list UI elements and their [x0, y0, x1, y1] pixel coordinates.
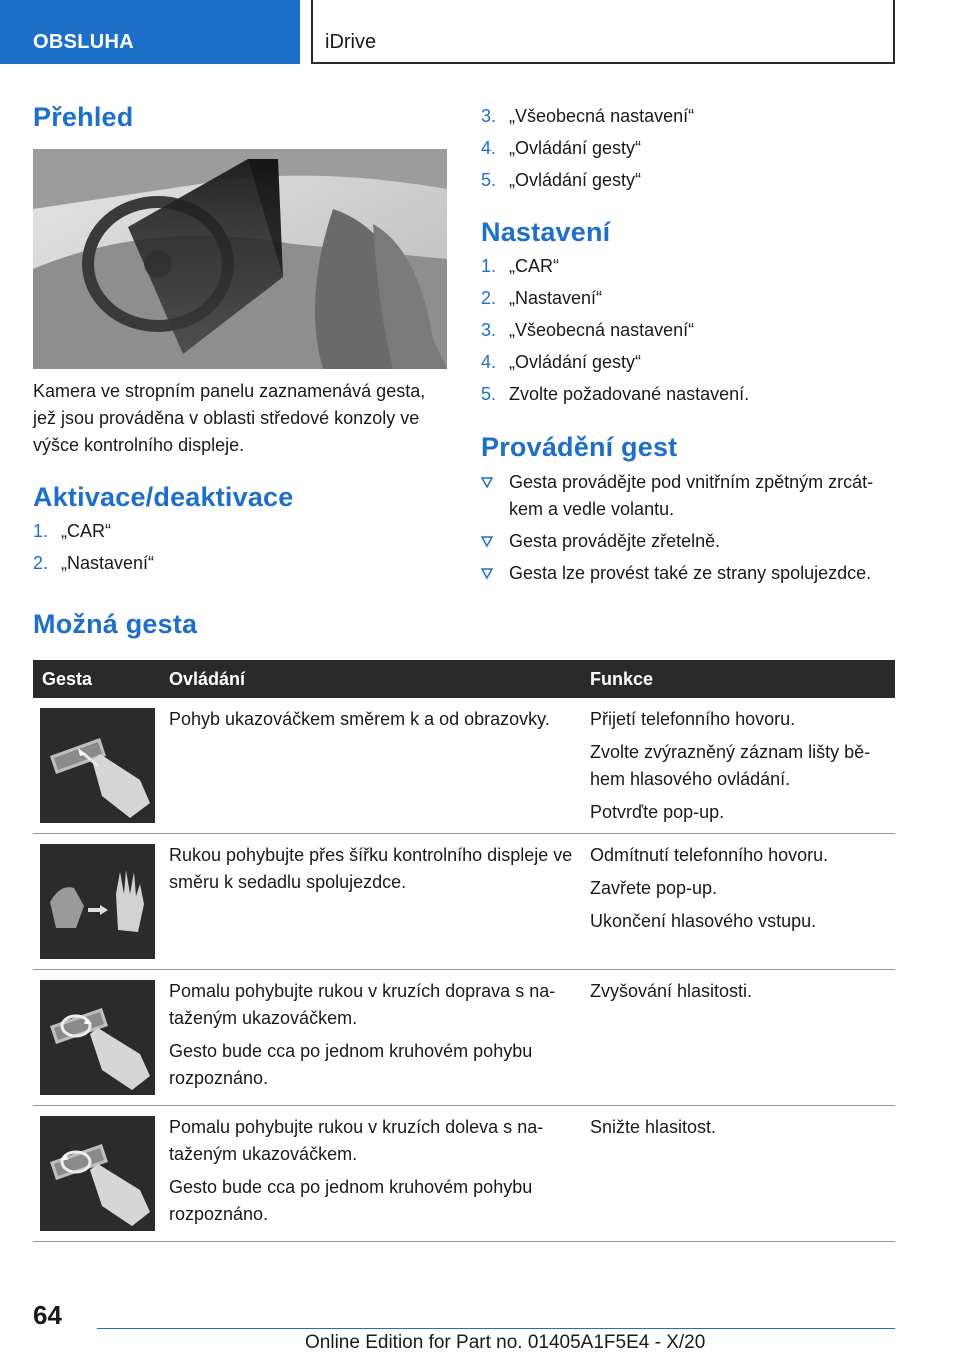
section-tab: [0, 0, 300, 64]
list-item: Gesta provádějte pod vnitřním zpětným zrcát-kem a vedle volantu.: [481, 469, 895, 523]
chapter-title: iDrive: [325, 31, 377, 53]
section-title: OBSLUHA: [33, 31, 134, 53]
footer-divider: [97, 1328, 895, 1329]
hand-swipe-icon: [40, 844, 155, 959]
list-item: Gesta lze provést také ze strany spolujezdce.: [481, 560, 895, 587]
list-item: 5. „Ovládání gesty“: [481, 170, 642, 190]
settings-heading: Nastavení: [481, 217, 611, 247]
circle-clockwise-icon: [40, 980, 155, 1095]
list-item: 2. „Nastavení“: [481, 288, 603, 308]
list-item: 1. „CAR“: [481, 256, 559, 276]
control-cell: Pomalu pohybujte rukou v kruzích doleva s na-taženým ukazováčkem. Gesto bude cca po jednom kruhovém pohybu rozpoznáno.: [169, 1117, 544, 1224]
control-cell: Pohyb ukazováčkem směrem k a od obrazovky.: [169, 709, 550, 729]
table-row: [33, 1106, 895, 1242]
table-row: [33, 970, 895, 1106]
list-item: 2. „Nastavení“: [33, 553, 155, 573]
triangle-bullet-icon: [481, 477, 493, 489]
gesture-camera-illustration: [33, 149, 447, 369]
circle-counterclockwise-icon: [40, 1116, 155, 1231]
footer-edition: Online Edition for Part no. 01405A1F5E4 - X/20: [305, 1332, 706, 1353]
list-item: 3. „Všeobecná nastavení“: [481, 106, 695, 126]
control-cell: Pomalu pohybujte rukou v kruzích doprava s na-taženým ukazováčkem. Gesto bude cca po jednom kruhovém pohybu rozpoznáno.: [169, 981, 556, 1088]
function-cell: Odmítnutí telefonního hovoru. Zavřete pop-up. Ukončení hlasového vstupu.: [590, 845, 829, 931]
column-header-gesture: Gesta: [42, 669, 93, 689]
point-toward-screen-icon: [40, 708, 155, 823]
table-header: [33, 660, 895, 698]
list-item: 4. „Ovládání gesty“: [481, 138, 642, 158]
list-item: 3. „Všeobecná nastavení“: [481, 320, 695, 340]
performing-heading: Provádění gest: [481, 432, 678, 462]
settings-steps: [481, 253, 895, 413]
column-header-control: Ovládání: [169, 669, 246, 689]
gestures-heading: Možná gesta: [33, 609, 198, 639]
table-row: [33, 834, 895, 970]
activation-steps: [33, 518, 447, 582]
triangle-bullet-icon: [481, 568, 493, 580]
function-cell: Snižte hlasitost.: [590, 1117, 717, 1137]
table-row: [33, 698, 895, 834]
car-interior-icon: [33, 149, 447, 369]
list-item: 1. „CAR“: [33, 521, 111, 541]
activation-steps-continued: [481, 103, 895, 199]
list-item: 5. Zvolte požadované nastavení.: [481, 384, 750, 404]
function-cell: Zvyšování hlasitosti.: [590, 981, 753, 1001]
triangle-bullet-icon: [481, 536, 493, 548]
function-cell: Přijetí telefonního hovoru. Zvolte zvýrazněný záznam lišty bě-hem hlasového ovládání. Potvrďte pop-up.: [590, 709, 871, 822]
performing-bullets: [481, 469, 895, 592]
chapter-box: [311, 0, 895, 64]
list-item: Gesta provádějte zřetelně.: [481, 528, 895, 555]
list-item: 4. „Ovládání gesty“: [481, 352, 642, 372]
overview-caption: Kamera ve stropním panelu zaznamenává gesta, jež jsou prováděna v oblasti středové konzoly ve výšce kontrolního displeje.: [33, 381, 426, 455]
activation-heading: Aktivace/deaktivace: [33, 482, 294, 512]
control-cell: Rukou pohybujte přes šířku kontrolního displeje ve směru k sedadlu spolujezdce.: [169, 845, 573, 892]
overview-heading: Přehled: [33, 102, 134, 132]
column-header-function: Funkce: [590, 669, 654, 689]
page-number: 64: [33, 1300, 62, 1330]
gestures-table: [33, 660, 895, 1242]
